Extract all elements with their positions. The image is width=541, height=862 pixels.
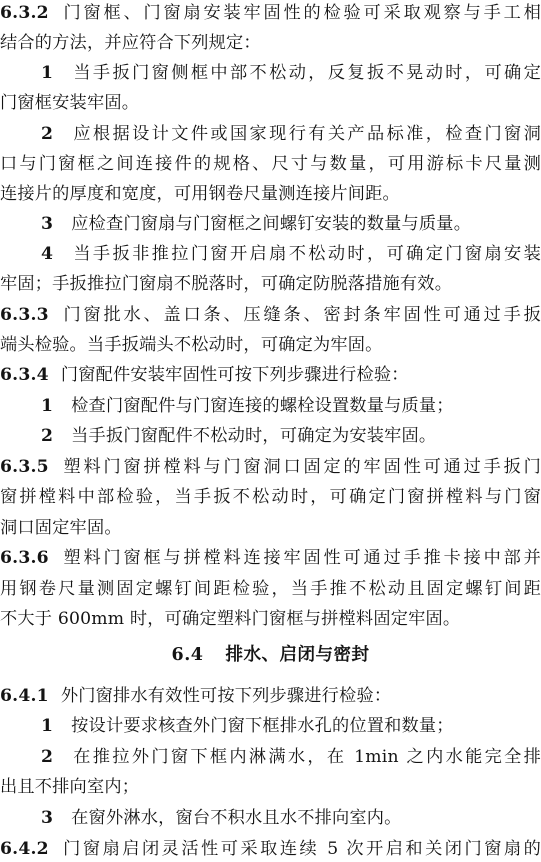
clause-6-3-4: 6.3.4 门窗配件安装牢固性可按下列步骤进行检验： [0, 362, 541, 388]
clause-number: 6.4.1 [0, 686, 49, 706]
text-line: 牢固；手扳推拉门窗扇不脱落时，可确定防脱落措施有效。 [0, 274, 453, 294]
text-line: 窗拼樘料中部检验，当手扳不松动时，可确定门窗拼樘料与门窗 [0, 487, 541, 507]
item-number: 3 [41, 214, 54, 234]
clause-6-3-6: 6.3.6 塑料门窗框与拼樘料连接牢固性可通过手推卡接中部并 [0, 545, 541, 571]
item-number: 4 [41, 244, 54, 264]
text-line: 不大于 600mm 时，可确定塑料门窗框与拼樘料固定牢固。 [0, 609, 461, 629]
text-line: 出且不排向室内； [0, 777, 140, 797]
section-title: 排水、启闭与密封 [225, 645, 370, 665]
text-line: 门窗框安装牢固。 [0, 93, 140, 113]
clause-6-4-2: 6.4.2 门窗扇启闭灵活性可采取连续 5 次开启和关闭门窗扇的 [0, 836, 541, 862]
clause-number: 6.3.6 [0, 548, 49, 568]
clause-number: 6.3.3 [0, 305, 49, 325]
text-line: 端头检验。当手扳端头不松动时，可确定为牢固。 [0, 335, 383, 355]
item-number: 1 [41, 716, 54, 736]
item-number: 2 [41, 124, 54, 144]
item-2: 2 应根据设计文件或国家现行有关产品标准，检查门窗洞 [41, 121, 541, 147]
item-number: 2 [41, 426, 54, 446]
step-1: 1 检查门窗配件与门窗连接的螺栓设置数量与质量； [41, 393, 541, 419]
text-line: 连接片的厚度和宽度，可用钢卷尺量测连接片间距。 [0, 184, 400, 204]
clause-number: 6.3.2 [0, 3, 49, 23]
clause-6-4-1: 6.4.1 外门窗排水有效性可按下列步骤进行检验： [0, 683, 541, 709]
clause-number: 6.3.4 [0, 365, 49, 385]
text-line: 洞口固定牢固。 [0, 518, 122, 538]
clause-6-3-2: 6.3.2 门窗框、门窗扇安装牢固性的检验可采取观察与手工相 [0, 0, 541, 26]
step-1: 1 按设计要求核查外门窗下框排水孔的位置和数量； [41, 713, 541, 739]
section-number: 6.4 [171, 645, 204, 665]
text-line: 用钢卷尺量测固定螺钉间距检验，当手推不松动且固定螺钉间距 [0, 579, 541, 599]
item-4: 4 当手扳非推拉门窗开启扇不松动时，可确定门窗扇安装 [41, 241, 541, 267]
step-3: 3 在窗外淋水，窗台不积水且水不排向室内。 [41, 805, 541, 831]
item-3: 3 应检查门窗扇与门窗框之间螺钉安装的数量与质量。 [41, 211, 541, 237]
item-number: 1 [41, 63, 54, 83]
clause-6-3-5: 6.3.5 塑料门窗拼樘料与门窗洞口固定的牢固性可通过手扳门 [0, 454, 541, 480]
text-line: 结合的方法，并应符合下列规定： [0, 33, 261, 53]
clause-6-3-3: 6.3.3 门窗批水、盖口条、压缝条、密封条牢固性可通过手扳 [0, 302, 541, 328]
item-number: 2 [41, 747, 54, 767]
clause-number: 6.4.2 [0, 839, 49, 859]
item-number: 3 [41, 808, 54, 828]
text-line: 口与门窗框之间连接件的规格、尺寸与数量，可用游标卡尺量测 [0, 154, 541, 174]
step-2: 2 当手扳门窗配件不松动时，可确定为安装牢固。 [41, 423, 541, 449]
item-1: 1 当手扳门窗侧框中部不松动，反复扳不晃动时，可确定 [41, 60, 541, 86]
item-number: 1 [41, 396, 54, 416]
section-heading-6-4 [0, 642, 541, 668]
step-2: 2 在推拉外门窗下框内淋满水，在 1min 之内水能完全排 [41, 744, 541, 770]
clause-number: 6.3.5 [0, 457, 49, 477]
